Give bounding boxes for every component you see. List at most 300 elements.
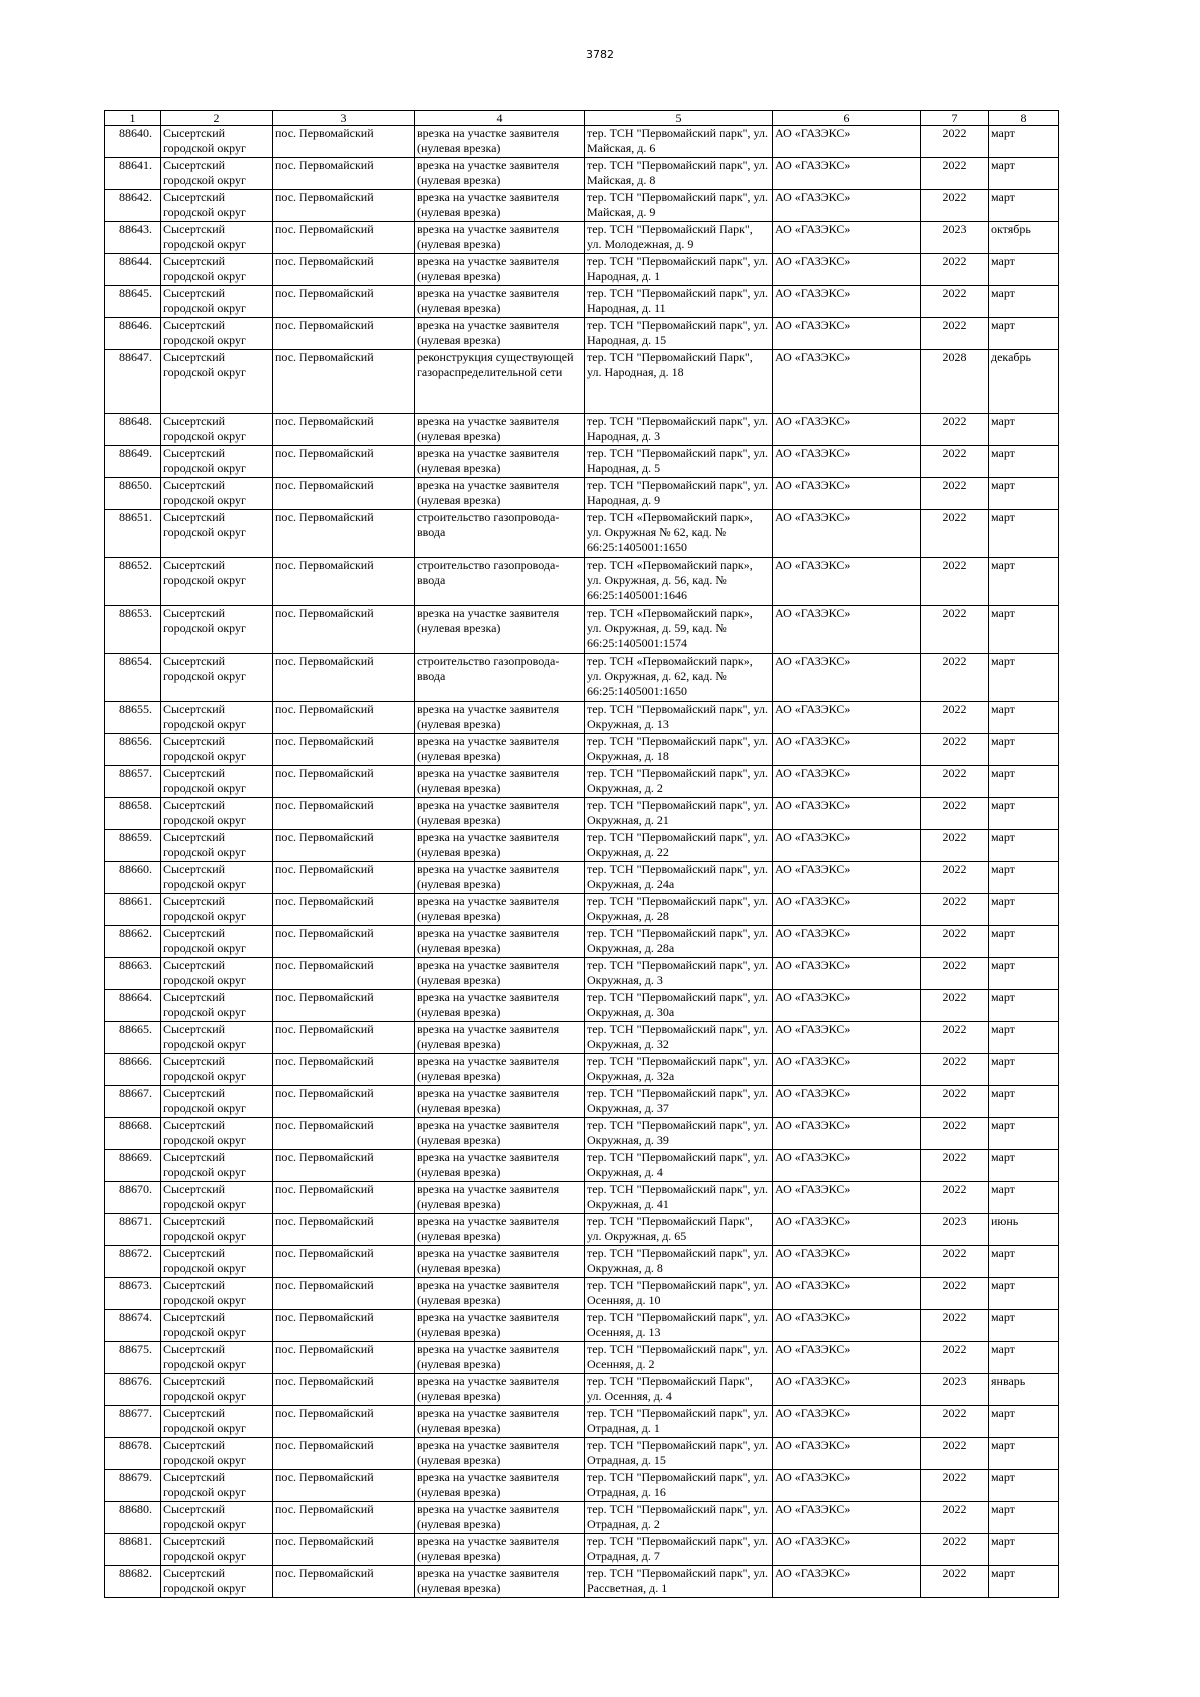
work-type-cell: врезка на участке заявителя (нулевая врезка) — [415, 126, 585, 158]
work-type-cell: врезка на участке заявителя (нулевая врезка) — [415, 958, 585, 990]
address-cell: тер. ТСН "Первомайский парк", ул. Окружная, д. 41 — [585, 1182, 773, 1214]
work-type-cell: врезка на участке заявителя (нулевая врезка) — [415, 1310, 585, 1342]
row-number: 88664. — [105, 990, 161, 1022]
year-cell: 2023 — [921, 222, 989, 254]
column-header: 4 — [415, 111, 585, 126]
table-row — [105, 1214, 1059, 1246]
work-type-cell: строительство газопровода-ввода — [415, 510, 585, 558]
table-row — [105, 1246, 1059, 1278]
year-cell: 2022 — [921, 286, 989, 318]
row-number: 88667. — [105, 1086, 161, 1118]
work-type-cell: врезка на участке заявителя (нулевая врезка) — [415, 1566, 585, 1598]
locality-cell: пос. Первомайский — [273, 1086, 415, 1118]
month-cell: март — [989, 894, 1059, 926]
row-number: 88645. — [105, 286, 161, 318]
row-number: 88682. — [105, 1566, 161, 1598]
year-cell: 2022 — [921, 654, 989, 702]
year-cell: 2022 — [921, 1406, 989, 1438]
organization-cell: АО «ГАЗЭКС» — [773, 478, 921, 510]
address-cell: тер. ТСН "Первомайский парк", ул. Окружная, д. 4 — [585, 1150, 773, 1182]
organization-cell: АО «ГАЗЭКС» — [773, 1246, 921, 1278]
district-cell: Сысертский городской округ — [161, 958, 273, 990]
district-cell: Сысертский городской округ — [161, 1118, 273, 1150]
row-number: 88658. — [105, 798, 161, 830]
table-row — [105, 1470, 1059, 1502]
district-cell: Сысертский городской округ — [161, 1470, 273, 1502]
row-number: 88668. — [105, 1118, 161, 1150]
year-cell: 2022 — [921, 1534, 989, 1566]
organization-cell: АО «ГАЗЭКС» — [773, 1566, 921, 1598]
table-row — [105, 558, 1059, 606]
table-row — [105, 1182, 1059, 1214]
table-row — [105, 126, 1059, 158]
work-type-cell: врезка на участке заявителя (нулевая врезка) — [415, 190, 585, 222]
table-row — [105, 926, 1059, 958]
month-cell: март — [989, 190, 1059, 222]
district-cell: Сысертский городской округ — [161, 478, 273, 510]
work-type-cell: врезка на участке заявителя (нулевая врезка) — [415, 286, 585, 318]
district-cell: Сысертский городской округ — [161, 1278, 273, 1310]
month-cell: март — [989, 702, 1059, 734]
district-cell: Сысертский городской округ — [161, 1310, 273, 1342]
address-cell: тер. ТСН "Первомайский парк", ул. Отрадная, д. 15 — [585, 1438, 773, 1470]
table-row — [105, 830, 1059, 862]
month-cell: июнь — [989, 1214, 1059, 1246]
organization-cell: АО «ГАЗЭКС» — [773, 1118, 921, 1150]
year-cell: 2022 — [921, 1438, 989, 1470]
table-row — [105, 1086, 1059, 1118]
district-cell: Сысертский городской округ — [161, 318, 273, 350]
month-cell: март — [989, 1182, 1059, 1214]
district-cell: Сысертский городской округ — [161, 734, 273, 766]
locality-cell: пос. Первомайский — [273, 414, 415, 446]
locality-cell: пос. Первомайский — [273, 702, 415, 734]
work-type-cell: врезка на участке заявителя (нулевая врезка) — [415, 1214, 585, 1246]
locality-cell: пос. Первомайский — [273, 1118, 415, 1150]
table-row — [105, 702, 1059, 734]
work-type-cell: реконструкция существующей газораспределительной сети — [415, 350, 585, 414]
table-row — [105, 1534, 1059, 1566]
year-cell: 2022 — [921, 510, 989, 558]
address-cell: тер. ТСН "Первомайский парк", ул. Народная, д. 15 — [585, 318, 773, 350]
work-type-cell: врезка на участке заявителя (нулевая врезка) — [415, 766, 585, 798]
month-cell: март — [989, 1310, 1059, 1342]
organization-cell: АО «ГАЗЭКС» — [773, 766, 921, 798]
table-row — [105, 990, 1059, 1022]
row-number: 88670. — [105, 1182, 161, 1214]
row-number: 88640. — [105, 126, 161, 158]
year-cell: 2022 — [921, 1086, 989, 1118]
locality-cell: пос. Первомайский — [273, 1054, 415, 1086]
table-row — [105, 894, 1059, 926]
table-row — [105, 1438, 1059, 1470]
table-row — [105, 1310, 1059, 1342]
organization-cell: АО «ГАЗЭКС» — [773, 254, 921, 286]
locality-cell: пос. Первомайский — [273, 862, 415, 894]
locality-cell: пос. Первомайский — [273, 958, 415, 990]
row-number: 88665. — [105, 1022, 161, 1054]
year-cell: 2022 — [921, 1246, 989, 1278]
year-cell: 2022 — [921, 1470, 989, 1502]
district-cell: Сысертский городской округ — [161, 1342, 273, 1374]
organization-cell: АО «ГАЗЭКС» — [773, 1502, 921, 1534]
work-type-cell: врезка на участке заявителя (нулевая врезка) — [415, 478, 585, 510]
work-type-cell: врезка на участке заявителя (нулевая врезка) — [415, 702, 585, 734]
locality-cell: пос. Первомайский — [273, 1278, 415, 1310]
address-cell: тер. ТСН "Первомайский парк", ул. Отрадная, д. 1 — [585, 1406, 773, 1438]
row-number: 88659. — [105, 830, 161, 862]
locality-cell: пос. Первомайский — [273, 478, 415, 510]
year-cell: 2022 — [921, 734, 989, 766]
organization-cell: АО «ГАЗЭКС» — [773, 1374, 921, 1406]
address-cell: тер. ТСН "Первомайский парк", ул. Отрадная, д. 2 — [585, 1502, 773, 1534]
row-number: 88650. — [105, 478, 161, 510]
address-cell: тер. ТСН «Первомайский парк», ул. Окружная, д. 62, кад. № 66:25:1405001:1650 — [585, 654, 773, 702]
month-cell: март — [989, 510, 1059, 558]
table-row — [105, 654, 1059, 702]
month-cell: март — [989, 654, 1059, 702]
table-row — [105, 606, 1059, 654]
row-number: 88675. — [105, 1342, 161, 1374]
district-cell: Сысертский городской округ — [161, 1086, 273, 1118]
table-row — [105, 1566, 1059, 1598]
column-header: 3 — [273, 111, 415, 126]
organization-cell: АО «ГАЗЭКС» — [773, 894, 921, 926]
row-number: 88671. — [105, 1214, 161, 1246]
district-cell: Сысертский городской округ — [161, 1534, 273, 1566]
organization-cell: АО «ГАЗЭКС» — [773, 1406, 921, 1438]
work-type-cell: строительство газопровода-ввода — [415, 558, 585, 606]
address-cell: тер. ТСН "Первомайский парк", ул. Окружная, д. 37 — [585, 1086, 773, 1118]
organization-cell: АО «ГАЗЭКС» — [773, 734, 921, 766]
table-row — [105, 734, 1059, 766]
row-number: 88654. — [105, 654, 161, 702]
address-cell: тер. ТСН "Первомайский парк", ул. Окружная, д. 28а — [585, 926, 773, 958]
work-type-cell: врезка на участке заявителя (нулевая врезка) — [415, 1182, 585, 1214]
address-cell: тер. ТСН «Первомайский парк», ул. Окружная, д. 59, кад. № 66:25:1405001:1574 — [585, 606, 773, 654]
month-cell: март — [989, 1470, 1059, 1502]
district-cell: Сысертский городской округ — [161, 254, 273, 286]
year-cell: 2022 — [921, 1054, 989, 1086]
year-cell: 2022 — [921, 1182, 989, 1214]
organization-cell: АО «ГАЗЭКС» — [773, 1086, 921, 1118]
district-cell: Сысертский городской округ — [161, 830, 273, 862]
month-cell: март — [989, 990, 1059, 1022]
month-cell: март — [989, 606, 1059, 654]
row-number: 88641. — [105, 158, 161, 190]
address-cell: тер. ТСН "Первомайский парк", ул. Окружная, д. 39 — [585, 1118, 773, 1150]
organization-cell: АО «ГАЗЭКС» — [773, 190, 921, 222]
locality-cell: пос. Первомайский — [273, 990, 415, 1022]
table-row — [105, 510, 1059, 558]
year-cell: 2028 — [921, 350, 989, 414]
organization-cell: АО «ГАЗЭКС» — [773, 510, 921, 558]
column-header: 7 — [921, 111, 989, 126]
month-cell: март — [989, 958, 1059, 990]
row-number: 88680. — [105, 1502, 161, 1534]
table-row — [105, 862, 1059, 894]
district-cell: Сысертский городской округ — [161, 926, 273, 958]
table-row — [105, 1054, 1059, 1086]
organization-cell: АО «ГАЗЭКС» — [773, 558, 921, 606]
locality-cell: пос. Первомайский — [273, 1502, 415, 1534]
address-cell: тер. ТСН "Первомайский парк", ул. Окружная, д. 24а — [585, 862, 773, 894]
address-cell: тер. ТСН "Первомайский парк", ул. Окружная, д. 3 — [585, 958, 773, 990]
district-cell: Сысертский городской округ — [161, 1022, 273, 1054]
address-cell: тер. ТСН "Первомайский Парк", ул. Народная, д. 18 — [585, 350, 773, 414]
year-cell: 2022 — [921, 702, 989, 734]
row-number: 88657. — [105, 766, 161, 798]
address-cell: тер. ТСН "Первомайский Парк", ул. Осенняя, д. 4 — [585, 1374, 773, 1406]
month-cell: декабрь — [989, 350, 1059, 414]
locality-cell: пос. Первомайский — [273, 350, 415, 414]
row-number: 88672. — [105, 1246, 161, 1278]
locality-cell: пос. Первомайский — [273, 1438, 415, 1470]
month-cell: март — [989, 766, 1059, 798]
year-cell: 2022 — [921, 926, 989, 958]
column-header: 2 — [161, 111, 273, 126]
locality-cell: пос. Первомайский — [273, 926, 415, 958]
work-type-cell: врезка на участке заявителя (нулевая врезка) — [415, 1022, 585, 1054]
month-cell: октябрь — [989, 222, 1059, 254]
organization-cell: АО «ГАЗЭКС» — [773, 702, 921, 734]
organization-cell: АО «ГАЗЭКС» — [773, 318, 921, 350]
work-type-cell: врезка на участке заявителя (нулевая врезка) — [415, 1470, 585, 1502]
year-cell: 2023 — [921, 1214, 989, 1246]
locality-cell: пос. Первомайский — [273, 830, 415, 862]
month-cell: март — [989, 1118, 1059, 1150]
year-cell: 2022 — [921, 1502, 989, 1534]
work-type-cell: врезка на участке заявителя (нулевая врезка) — [415, 222, 585, 254]
row-number: 88647. — [105, 350, 161, 414]
district-cell: Сысертский городской округ — [161, 350, 273, 414]
locality-cell: пос. Первомайский — [273, 1374, 415, 1406]
month-cell: март — [989, 446, 1059, 478]
district-cell: Сысертский городской округ — [161, 158, 273, 190]
district-cell: Сысертский городской округ — [161, 126, 273, 158]
locality-cell: пос. Первомайский — [273, 158, 415, 190]
organization-cell: АО «ГАЗЭКС» — [773, 798, 921, 830]
work-type-cell: строительство газопровода-ввода — [415, 654, 585, 702]
month-cell: март — [989, 734, 1059, 766]
table-body — [105, 126, 1059, 1598]
month-cell: март — [989, 926, 1059, 958]
locality-cell: пос. Первомайский — [273, 1470, 415, 1502]
district-cell: Сысертский городской округ — [161, 702, 273, 734]
row-number: 88673. — [105, 1278, 161, 1310]
organization-cell: АО «ГАЗЭКС» — [773, 1310, 921, 1342]
year-cell: 2022 — [921, 798, 989, 830]
organization-cell: АО «ГАЗЭКС» — [773, 350, 921, 414]
month-cell: март — [989, 1022, 1059, 1054]
district-cell: Сысертский городской округ — [161, 1246, 273, 1278]
address-cell: тер. ТСН "Первомайский парк", ул. Народная, д. 9 — [585, 478, 773, 510]
locality-cell: пос. Первомайский — [273, 286, 415, 318]
table-row — [105, 1342, 1059, 1374]
year-cell: 2022 — [921, 830, 989, 862]
year-cell: 2022 — [921, 1278, 989, 1310]
work-type-cell: врезка на участке заявителя (нулевая врезка) — [415, 254, 585, 286]
month-cell: март — [989, 1438, 1059, 1470]
row-number: 88652. — [105, 558, 161, 606]
work-type-cell: врезка на участке заявителя (нулевая врезка) — [415, 1118, 585, 1150]
table-row — [105, 1150, 1059, 1182]
work-type-cell: врезка на участке заявителя (нулевая врезка) — [415, 798, 585, 830]
address-cell: тер. ТСН "Первомайский Парк", ул. Молодежная, д. 9 — [585, 222, 773, 254]
month-cell: март — [989, 126, 1059, 158]
year-cell: 2022 — [921, 606, 989, 654]
year-cell: 2022 — [921, 766, 989, 798]
district-cell: Сысертский городской округ — [161, 1566, 273, 1598]
work-type-cell: врезка на участке заявителя (нулевая врезка) — [415, 1438, 585, 1470]
row-number: 88669. — [105, 1150, 161, 1182]
organization-cell: АО «ГАЗЭКС» — [773, 926, 921, 958]
table-row — [105, 350, 1059, 414]
page-number: 3782 — [586, 48, 614, 61]
column-header: 6 — [773, 111, 921, 126]
organization-cell: АО «ГАЗЭКС» — [773, 1278, 921, 1310]
row-number: 88649. — [105, 446, 161, 478]
year-cell: 2022 — [921, 1310, 989, 1342]
work-type-cell: врезка на участке заявителя (нулевая врезка) — [415, 894, 585, 926]
month-cell: март — [989, 1086, 1059, 1118]
organization-cell: АО «ГАЗЭКС» — [773, 126, 921, 158]
year-cell: 2022 — [921, 478, 989, 510]
address-cell: тер. ТСН "Первомайский парк", ул. Осенняя, д. 13 — [585, 1310, 773, 1342]
table-row — [105, 1278, 1059, 1310]
address-cell: тер. ТСН "Первомайский парк", ул. Окружная, д. 32а — [585, 1054, 773, 1086]
organization-cell: АО «ГАЗЭКС» — [773, 1182, 921, 1214]
district-cell: Сысертский городской округ — [161, 1150, 273, 1182]
table-row — [105, 1502, 1059, 1534]
month-cell: март — [989, 1342, 1059, 1374]
locality-cell: пос. Первомайский — [273, 1566, 415, 1598]
row-number: 88655. — [105, 702, 161, 734]
district-cell: Сысертский городской округ — [161, 1374, 273, 1406]
locality-cell: пос. Первомайский — [273, 318, 415, 350]
district-cell: Сысертский городской округ — [161, 1214, 273, 1246]
organization-cell: АО «ГАЗЭКС» — [773, 990, 921, 1022]
year-cell: 2022 — [921, 1022, 989, 1054]
work-type-cell: врезка на участке заявителя (нулевая врезка) — [415, 830, 585, 862]
table-row — [105, 1022, 1059, 1054]
year-cell: 2022 — [921, 990, 989, 1022]
table-row — [105, 190, 1059, 222]
year-cell: 2022 — [921, 446, 989, 478]
work-type-cell: врезка на участке заявителя (нулевая врезка) — [415, 318, 585, 350]
organization-cell: АО «ГАЗЭКС» — [773, 654, 921, 702]
year-cell: 2022 — [921, 254, 989, 286]
table-row — [105, 318, 1059, 350]
row-number: 88666. — [105, 1054, 161, 1086]
organization-cell: АО «ГАЗЭКС» — [773, 1470, 921, 1502]
district-cell: Сысертский городской округ — [161, 222, 273, 254]
month-cell: март — [989, 1534, 1059, 1566]
locality-cell: пос. Первомайский — [273, 254, 415, 286]
address-cell: тер. ТСН "Первомайский парк", ул. Народная, д. 3 — [585, 414, 773, 446]
month-cell: март — [989, 478, 1059, 510]
year-cell: 2022 — [921, 318, 989, 350]
month-cell: март — [989, 318, 1059, 350]
table-row — [105, 1406, 1059, 1438]
month-cell: январь — [989, 1374, 1059, 1406]
table-row — [105, 478, 1059, 510]
row-number: 88677. — [105, 1406, 161, 1438]
locality-cell: пос. Первомайский — [273, 126, 415, 158]
row-number: 88679. — [105, 1470, 161, 1502]
table-row — [105, 254, 1059, 286]
locality-cell: пос. Первомайский — [273, 1246, 415, 1278]
year-cell: 2022 — [921, 958, 989, 990]
district-cell: Сысертский городской округ — [161, 766, 273, 798]
year-cell: 2022 — [921, 558, 989, 606]
organization-cell: АО «ГАЗЭКС» — [773, 606, 921, 654]
work-type-cell: врезка на участке заявителя (нулевая врезка) — [415, 1150, 585, 1182]
year-cell: 2022 — [921, 1342, 989, 1374]
month-cell: март — [989, 1406, 1059, 1438]
month-cell: март — [989, 830, 1059, 862]
column-header: 1 — [105, 111, 161, 126]
district-cell: Сысертский городской округ — [161, 414, 273, 446]
district-cell: Сысертский городской округ — [161, 654, 273, 702]
work-type-cell: врезка на участке заявителя (нулевая врезка) — [415, 1054, 585, 1086]
gas-works-table — [104, 110, 1059, 1598]
address-cell: тер. ТСН "Первомайский парк", ул. Окружная, д. 21 — [585, 798, 773, 830]
locality-cell: пос. Первомайский — [273, 510, 415, 558]
column-header: 5 — [585, 111, 773, 126]
locality-cell: пос. Первомайский — [273, 1182, 415, 1214]
district-cell: Сысертский городской округ — [161, 894, 273, 926]
month-cell: март — [989, 1054, 1059, 1086]
month-cell: март — [989, 1566, 1059, 1598]
row-number: 88653. — [105, 606, 161, 654]
district-cell: Сысертский городской округ — [161, 510, 273, 558]
address-cell: тер. ТСН "Первомайский парк", ул. Окружная, д. 22 — [585, 830, 773, 862]
organization-cell: АО «ГАЗЭКС» — [773, 830, 921, 862]
organization-cell: АО «ГАЗЭКС» — [773, 862, 921, 894]
locality-cell: пос. Первомайский — [273, 1342, 415, 1374]
address-cell: тер. ТСН "Первомайский парк", ул. Народная, д. 5 — [585, 446, 773, 478]
district-cell: Сысертский городской округ — [161, 606, 273, 654]
address-cell: тер. ТСН "Первомайский парк", ул. Окружная, д. 32 — [585, 1022, 773, 1054]
district-cell: Сысертский городской округ — [161, 1438, 273, 1470]
table-row — [105, 798, 1059, 830]
work-type-cell: врезка на участке заявителя (нулевая врезка) — [415, 158, 585, 190]
address-cell: тер. ТСН "Первомайский парк", ул. Майская, д. 8 — [585, 158, 773, 190]
row-number: 88661. — [105, 894, 161, 926]
table-row — [105, 1118, 1059, 1150]
column-header: 8 — [989, 111, 1059, 126]
district-cell: Сысертский городской округ — [161, 286, 273, 318]
organization-cell: АО «ГАЗЭКС» — [773, 222, 921, 254]
address-cell: тер. ТСН "Первомайский парк", ул. Окружная, д. 8 — [585, 1246, 773, 1278]
locality-cell: пос. Первомайский — [273, 222, 415, 254]
organization-cell: АО «ГАЗЭКС» — [773, 446, 921, 478]
district-cell: Сысертский городской округ — [161, 1502, 273, 1534]
district-cell: Сысертский городской округ — [161, 190, 273, 222]
row-number: 88678. — [105, 1438, 161, 1470]
year-cell: 2022 — [921, 158, 989, 190]
address-cell: тер. ТСН "Первомайский парк", ул. Отрадная, д. 16 — [585, 1470, 773, 1502]
district-cell: Сысертский городской округ — [161, 798, 273, 830]
month-cell: март — [989, 862, 1059, 894]
work-type-cell: врезка на участке заявителя (нулевая врезка) — [415, 1246, 585, 1278]
organization-cell: АО «ГАЗЭКС» — [773, 286, 921, 318]
organization-cell: АО «ГАЗЭКС» — [773, 1150, 921, 1182]
month-cell: март — [989, 158, 1059, 190]
row-number: 88643. — [105, 222, 161, 254]
work-type-cell: врезка на участке заявителя (нулевая врезка) — [415, 606, 585, 654]
